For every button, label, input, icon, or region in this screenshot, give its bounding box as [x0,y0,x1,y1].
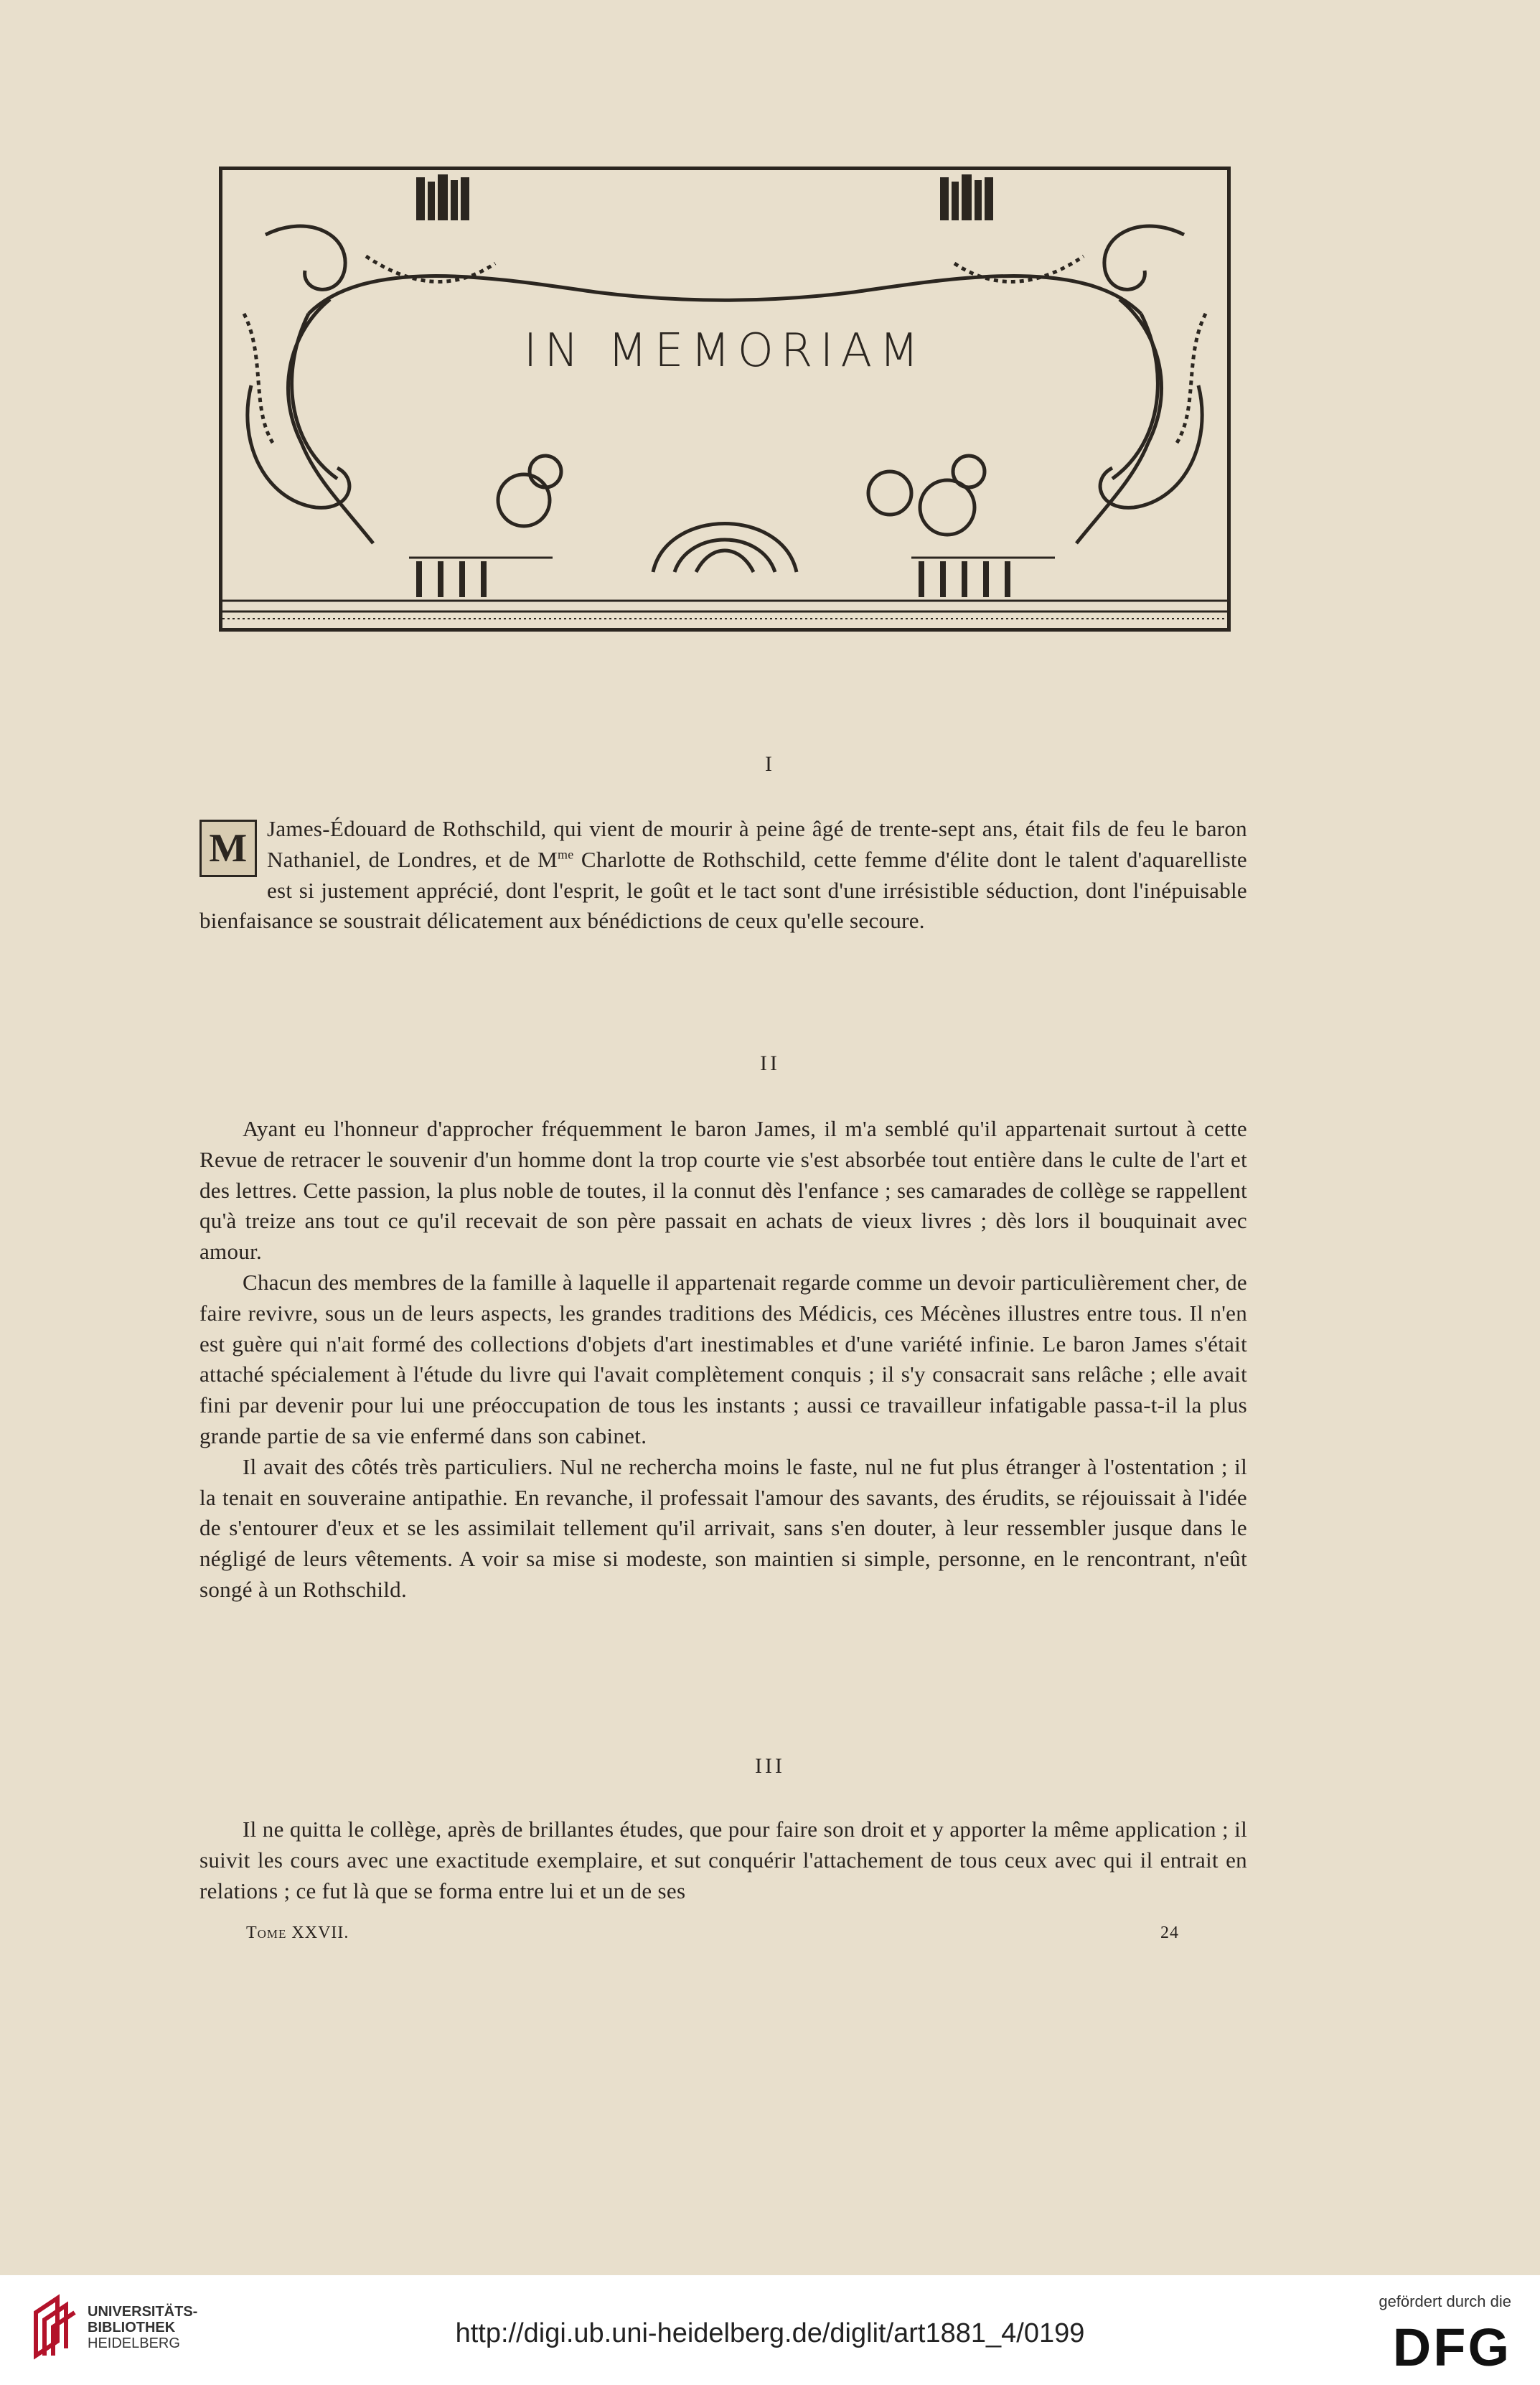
dfg-logo: DFG [1392,2318,1511,2377]
dropcap-letter: M [209,825,248,871]
page-number: 24 [1160,1924,1179,1942]
section-number-3: III [755,1754,785,1778]
section-2-text [199,1114,1247,1606]
paragraph-text: Charlotte de Rothschild, cette femme d'élite dont le talent d'aquarelliste est si justement apprécié, dont l'esprit, le goût et le tact sont d'une irrésistible séduction, dont l'inépuisable bienfaisance se soustrait délicatement aux bénédictions de ceux qu'elle secoure. [199,846,1247,934]
library-name-line: UNIVERSITÄTS- [88,2304,198,2320]
page-title: IN MEMORIAM [523,324,926,378]
section-1-text [199,814,1247,937]
tome-label: Tome XXVII. [246,1924,349,1942]
library-name-line: HEIDELBERG [88,2335,180,2351]
funding-caption: gefördert durch die [1379,2292,1511,2310]
paragraph: Il ne quitta le collège, après de brillantes études, que pour faire son droit et y apporter la même application ; il suivit les cours avec une exactitude exemplaire, et sut conquérir l'attachement de tous ceux avec qui il entrait en relations ; ce fut là que se forma entre lui et un de ses [199,1817,1247,1903]
superscript: me [557,847,574,862]
paragraph [199,814,1247,937]
paragraph: Ayant eu l'honneur d'approcher fréquemment le baron James, il m'a semblé qu'il appartenait surtout à cette Revue de retracer le souvenir d'un homme dont la trop courte vie s'est absorbée tout entière dans le culte de l'art et des lettres. Cette passion, la plus noble de toutes, il la connut dès l'enfance ; ses camarades de collège se rappellent qu'à treize ans tout ce qu'il recevait de son père passait en achats de vieux livres ; dès lors il bouquinait avec amour. [199,1116,1247,1265]
section-3-text [199,1814,1247,1906]
dropcap-initial [199,820,257,877]
paragraph: Chacun des membres de la famille à laquelle il appartenait regarde comme un devoir particulièrement cher, de faire revivre, sous un de leurs aspects, les grandes traditions des Médicis, ces Mécènes illustres entre tous. Il n'en est guère qui n'ait formé des collections d'objets d'art inestimables et d'une variété infinie. Le baron James s'était attaché spécialement à l'étude du livre qui l'avait complètement conquis ; il s'y consacrait sans relâche ; elle avait fini par devenir pour lui une préoccupation de tous les instants ; aussi ce travailleur infatigable passa-t-il la plus grande partie de sa vie enfermé dans son cabinet. [199,1269,1247,1448]
permalink-url[interactable]: http://digi.ub.uni-heidelberg.de/diglit/art1881_4/0199 [455,2318,1085,2348]
rococo-ornament-illustration [222,170,1227,628]
section-number-2: II [760,1051,780,1075]
paragraph: Il avait des côtés très particuliers. Nul ne rechercha moins le faste, nul ne fut plus étranger à l'ostentation ; il la tenait en souveraine antipathie. En revanche, il professait l'amour des savants, des érudits, se réjouissait à l'idée de s'entourer d'eux et se les assimilait tellement qu'il arrivait, sans s'en douter, à leur ressembler jusque dans le négligé de leurs vêtements. A voir sa mise si modeste, son maintien si simple, personne, en le rencontrant, n'eût songé à un Rothschild. [199,1453,1247,1602]
library-footer-bar [0,2275,1540,2385]
section-number-1: I [765,752,775,776]
ornamental-vignette [219,167,1231,632]
paragraph-text: James-Édouard de Rothschild, qui vient de mourir à peine âgé de trente-sept ans, était fils de feu le baron Nathaniel, de Londres, et de M [267,816,1247,872]
library-name-line: BIBLIOTHEK [88,2320,176,2335]
